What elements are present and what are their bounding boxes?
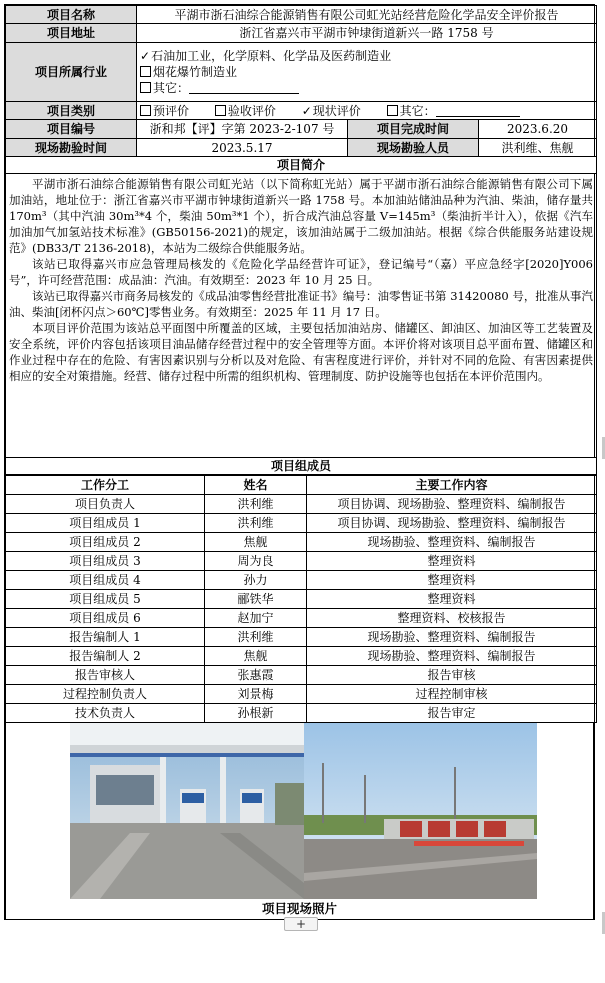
survey-time-label: 现场勘验时间	[6, 139, 137, 157]
table-row	[6, 609, 597, 628]
type-option-current[interactable]: ✓现状评价	[301, 103, 361, 118]
member-name: 周为良	[205, 552, 307, 571]
type-option-other[interactable]: 其它：	[387, 103, 520, 119]
member-work: 现场勘验、整理资料、编制报告	[307, 533, 597, 552]
intro-body	[6, 174, 597, 458]
member-work: 整理资料	[307, 552, 597, 571]
blank-line	[436, 105, 520, 117]
member-role: 报告编制人 1	[6, 628, 205, 647]
checkbox-icon	[140, 105, 151, 116]
finish-time-value: 2023.6.20	[479, 120, 597, 139]
intro-title: 项目简介	[6, 157, 597, 174]
type-option-pre[interactable]: 预评价	[140, 103, 189, 119]
project-name-label: 项目名称	[6, 6, 137, 24]
member-role: 技术负责人	[6, 704, 205, 723]
member-role: 项目组成员 6	[6, 609, 205, 628]
intro-paragraph: 该站已取得嘉兴市应急管理局核发的《危险化学品经营许可证》，登记编号“（嘉）平应急经字[2020]Y006 号”，许可经营范围：成品油：汽油。有效期至：2023 年 10 月 25 日。	[9, 257, 593, 287]
table-row	[6, 628, 597, 647]
survey-people-value: 洪利维、焦舰	[479, 139, 597, 157]
member-name: 孙力	[205, 571, 307, 590]
project-address-label: 项目地址	[6, 24, 137, 43]
member-work: 现场勘验、整理资料、编制报告	[307, 628, 597, 647]
member-name: 洪利维	[205, 495, 307, 514]
blank-line	[189, 82, 299, 94]
member-name: 郦铁华	[205, 590, 307, 609]
member-name: 焦舰	[205, 533, 307, 552]
checkbox-icon	[140, 82, 151, 93]
checkbox-icon	[215, 105, 226, 116]
project-name-value: 平湖市浙石油综合能源销售有限公司虹光站经营危险化学品安全评价报告	[137, 6, 597, 24]
member-role: 项目组成员 4	[6, 571, 205, 590]
project-number-label: 项目编号	[6, 120, 137, 139]
member-role: 项目组成员 2	[6, 533, 205, 552]
member-role: 项目负责人	[6, 495, 205, 514]
industry-option-petroleum[interactable]: ✓石油加工业，化学原料、化学品及医药制造业	[140, 49, 392, 63]
column-header-name: 姓名	[205, 476, 307, 495]
member-rows	[6, 495, 597, 723]
member-work: 报告审核	[307, 666, 597, 685]
project-info-table	[5, 5, 597, 475]
member-name: 焦舰	[205, 647, 307, 666]
table-row	[6, 514, 597, 533]
gas-station-photo-1	[70, 723, 304, 899]
member-role: 项目组成员 5	[6, 590, 205, 609]
industry-option-other[interactable]: 其它：	[140, 80, 593, 96]
table-row	[6, 666, 597, 685]
checkbox-icon	[387, 105, 398, 116]
member-work: 整理资料	[307, 571, 597, 590]
photo-caption: 项目现场照片	[261, 901, 337, 916]
member-role: 项目组成员 3	[6, 552, 205, 571]
table-row	[6, 533, 597, 552]
checkmark-icon: ✓	[140, 49, 151, 63]
member-role: 报告审核人	[6, 666, 205, 685]
project-type-options	[137, 102, 597, 120]
table-row	[6, 685, 597, 704]
member-role: 报告编制人 2	[6, 647, 205, 666]
member-name: 洪利维	[205, 514, 307, 533]
evaluation-sheet	[4, 4, 595, 920]
member-name: 刘景梅	[205, 685, 307, 704]
member-work: 现场勘验、整理资料、编制报告	[307, 647, 597, 666]
intro-paragraph: 本项目评价范围为该站总平面图中所覆盖的区域，主要包括加油站房、储罐区、卸油区、加油区等工艺装置及安全系统，评价内容包括该项目油品储存经营过程中的安全管理等方面。本评价将对该项目总平面布置、储罐区和作业过程中存在的危险、有害因素识别与分析以及对危险、有害程度进行评价，并针对不同的危险、有害因素提供相应的安全对策措施。经营、储存过程中所需的组织机构、管理制度、防护设施等也包括在本评价范围内。	[9, 321, 593, 383]
industry-options	[137, 43, 597, 102]
member-role: 项目组成员 1	[6, 514, 205, 533]
column-header-work: 主要工作内容	[307, 476, 597, 495]
intro-paragraph: 平湖市浙石油综合能源销售有限公司虹光站（以下简称虹光站）属于平湖市浙石油综合能源销售有限公司下属加油站，地址位于：浙江省嘉兴市平湖市钟埭街道新兴一路 1758 号。本加油站储油品种为汽油、柴油，储存量共 170m³（其中汽油 30m³*4 个，柴油 50m³*1 个），折合成汽油总容量 V=145m³（柴油折半计入），依据《汽车加油加气加氢站技术标准》(GB50156-2021)的规定，该加油站属于二级加油站。根据《综合供能服务站建设规范》(DB33/T 2136-2018)，本站为二级综合供能服务站。	[9, 177, 593, 255]
gas-station-photo-2	[304, 723, 537, 899]
member-work: 整理资料、校核报告	[307, 609, 597, 628]
member-work: 整理资料	[307, 590, 597, 609]
fuel-tank-area-image	[304, 723, 537, 899]
gas-station-canopy-image	[70, 723, 304, 899]
table-row	[6, 704, 597, 723]
table-row	[6, 590, 597, 609]
table-row	[6, 571, 597, 590]
table-row	[6, 552, 597, 571]
survey-time-value: 2023.5.17	[137, 139, 348, 157]
project-number-value: 浙和邦【评】字第 2023-2-107 号	[137, 120, 348, 139]
member-role: 过程控制负责人	[6, 685, 205, 704]
expand-button[interactable]: +	[284, 917, 318, 931]
project-type-label: 项目类别	[6, 102, 137, 120]
member-work: 过程控制审核	[307, 685, 597, 704]
table-row	[6, 647, 597, 666]
column-header-role: 工作分工	[6, 476, 205, 495]
member-name: 张惠霞	[205, 666, 307, 685]
table-row	[6, 495, 597, 514]
member-work: 项目协调、现场勘验、整理资料、编制报告	[307, 514, 597, 533]
member-name: 洪利维	[205, 628, 307, 647]
type-option-acceptance[interactable]: 验收评价	[215, 103, 276, 119]
survey-people-label: 现场勘验人员	[348, 139, 479, 157]
member-work: 项目协调、现场勘验、整理资料、编制报告	[307, 495, 597, 514]
member-name: 孙根新	[205, 704, 307, 723]
members-table	[5, 475, 597, 723]
intro-paragraph: 该站已取得嘉兴市商务局核发的《成品油零售经营批准证书》编号：油零售证书第 31420080 号，批准从事汽油、柴油[闭杯闪点＞60℃]零售业务。有效期至：2025 年 11 月 17 日。	[9, 289, 593, 319]
industry-label: 项目所属行业	[6, 43, 137, 102]
checkmark-icon: ✓	[301, 103, 312, 118]
project-address-value: 浙江省嘉兴市平湖市钟埭街道新兴一路 1758 号	[137, 24, 597, 43]
photo-section	[5, 723, 594, 919]
members-title: 项目组成员	[6, 458, 597, 475]
industry-option-fireworks[interactable]: 烟花爆竹制造业	[140, 64, 593, 80]
finish-time-label: 项目完成时间	[348, 120, 479, 139]
member-work: 报告审定	[307, 704, 597, 723]
member-name: 赵加宁	[205, 609, 307, 628]
checkbox-icon	[140, 66, 151, 77]
